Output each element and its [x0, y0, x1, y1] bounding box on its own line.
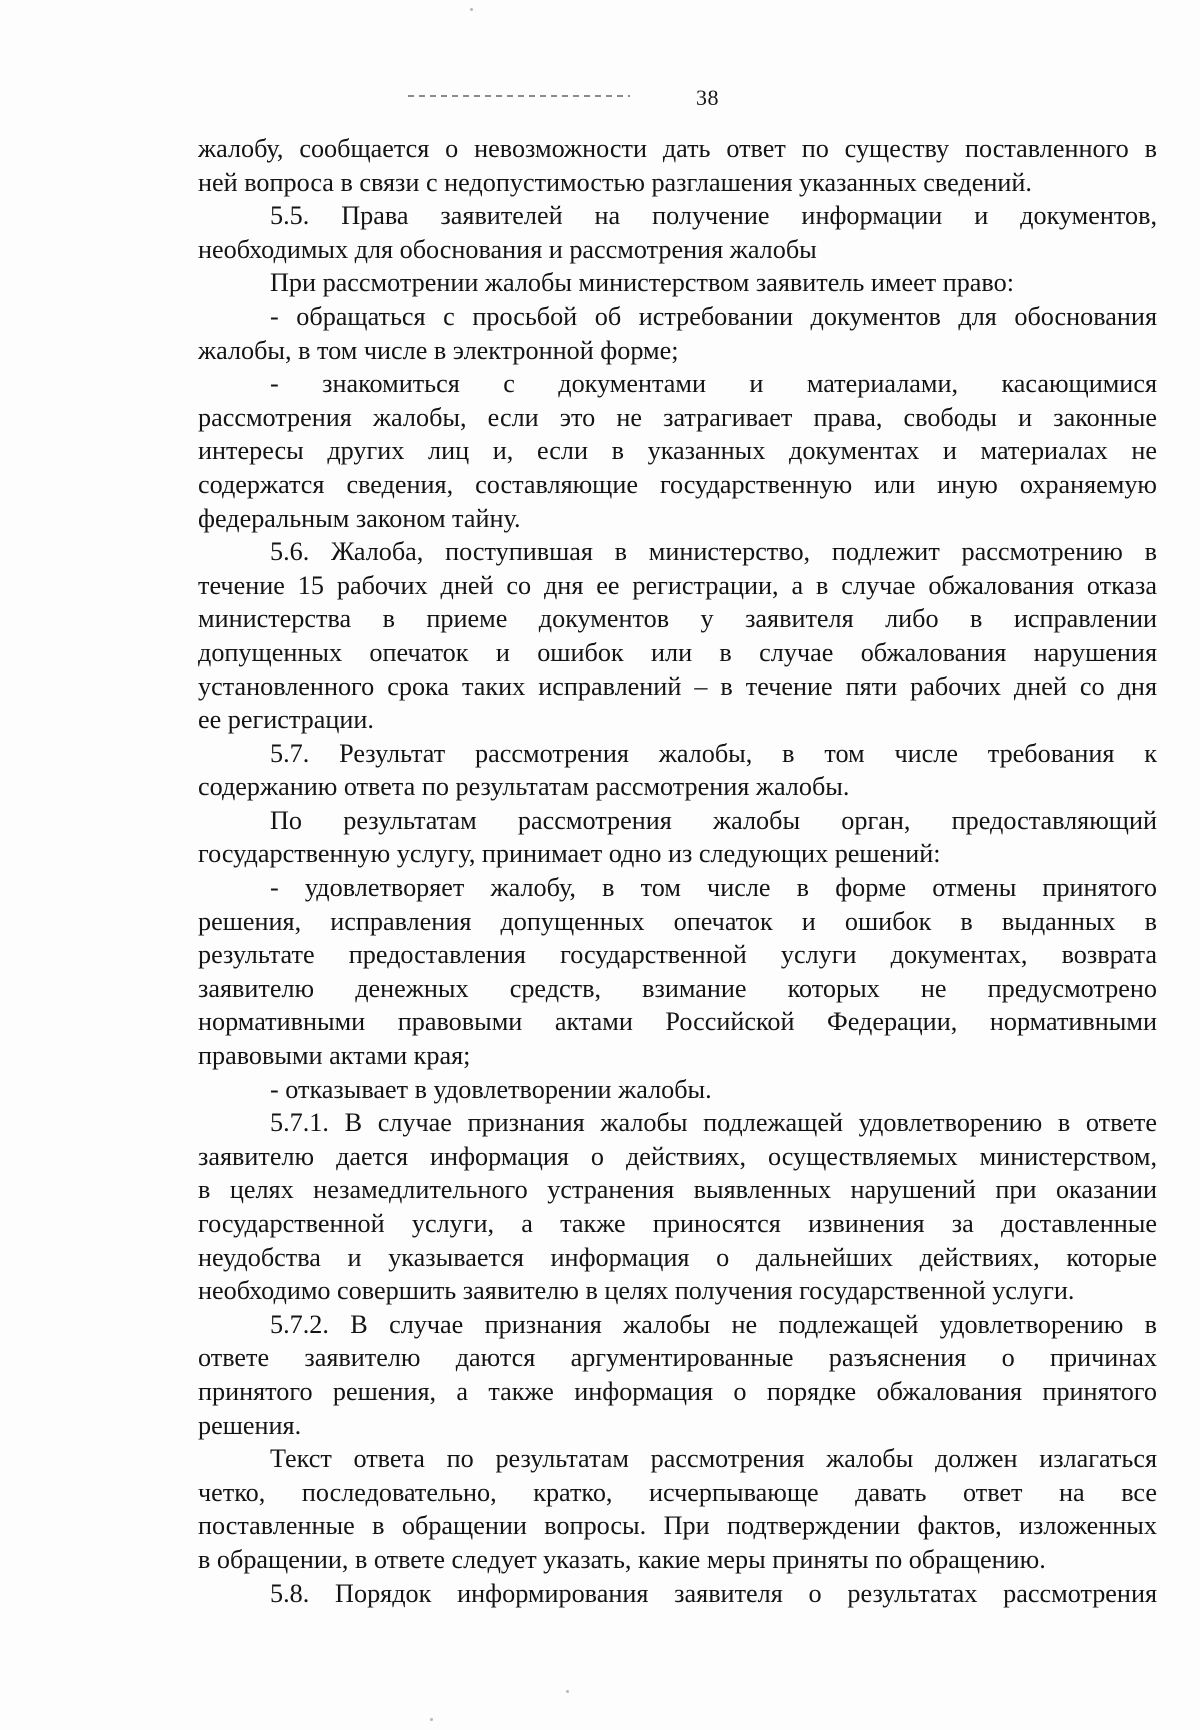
text-line: - обращаться с просьбой об истребовании документов для обоснования	[270, 301, 1157, 331]
text-line: заявителю дается информация о действиях, осуществляемых министерством,	[198, 1141, 1157, 1171]
text-line: - отказывает в удовлетворении жалобы.	[270, 1074, 712, 1104]
list-item-reject-complaint	[198, 1073, 1157, 1107]
text-line: неудобства и указывается информация о дальнейших действиях, которые	[198, 1242, 1157, 1272]
scan-speck	[470, 8, 473, 11]
text-line: 5.7.2. В случае признания жалобы не подлежащей удовлетворению в	[270, 1309, 1157, 1339]
text-line: принятого решения, а также информация о порядке обжалования принятого	[198, 1376, 1157, 1406]
document-body	[198, 132, 1157, 1610]
text-line: течение 15 рабочих дней со дня ее регистрации, а в случае обжалования отказа	[198, 570, 1157, 600]
text-line: государственную услугу, принимает одно из следующих решений:	[198, 839, 941, 869]
paragraph-5-7-2	[198, 1308, 1157, 1442]
text-line: результате предоставления государственной услуги документах, возврата	[198, 940, 1157, 970]
text-line: содержатся сведения, составляющие государственную или иную охраняемую	[198, 469, 1157, 499]
text-line: правовыми актами края;	[198, 1041, 471, 1071]
paragraph-5-8	[198, 1577, 1157, 1611]
scan-speck	[566, 1690, 569, 1693]
text-line: ее регистрации.	[198, 705, 374, 735]
paragraph-5-7	[198, 737, 1157, 804]
text-line: решения, исправления допущенных опечаток и ошибок в выданных в	[198, 906, 1157, 936]
text-line: жалобу, сообщается о невозможности дать ответ по существу поставленного в	[198, 134, 1157, 163]
text-line: допущенных опечаток и ошибок или в случае обжалования нарушения	[198, 637, 1157, 667]
text-line: По результатам рассмотрения жалобы орган, предоставляющий	[270, 805, 1157, 835]
text-line: в обращении, в ответе следует указать, какие меры приняты по обращению.	[198, 1544, 1046, 1574]
text-line: - удовлетворяет жалобу, в том числе в форме отмены принятого	[270, 873, 1157, 903]
paragraph-continuation	[198, 132, 1157, 199]
list-item-review-materials	[198, 367, 1157, 535]
text-line: 5.7. Результат рассмотрения жалобы, в том числе требования к	[270, 738, 1157, 768]
text-line: четко, последовательно, кратко, исчерпывающе давать ответ на все	[198, 1477, 1157, 1507]
text-line: содержанию ответа по результатам рассмотрения жалобы.	[198, 772, 850, 802]
text-line: ответе заявителю даются аргументированные разъяснения о причинах	[198, 1343, 1157, 1373]
text-line: министерства в приеме документов у заявителя либо в исправлении	[198, 604, 1157, 634]
text-line: необходимых для обоснования и рассмотрения жалобы	[198, 234, 817, 264]
text-line: решения.	[198, 1410, 302, 1440]
text-line: жалобы, в том числе в электронной форме;	[198, 335, 679, 365]
text-line: поставленные в обращении вопросы. При подтверждении фактов, изложенных	[198, 1511, 1157, 1541]
text-line: заявителю денежных средств, взимание которых не предусмотрено	[198, 973, 1157, 1003]
page-number: 38	[696, 85, 719, 110]
text-line: ней вопроса в связи с недопустимостью разглашения указанных сведений.	[198, 167, 1032, 197]
paragraph-rights-intro	[198, 266, 1157, 300]
text-line: 5.6. Жалоба, поступившая в министерство, подлежит рассмотрению в	[270, 537, 1157, 567]
text-line: государственной услуги, а также приносятся извинения за доставленные	[198, 1209, 1157, 1238]
scan-artifact-line	[408, 95, 630, 97]
text-line: нормативными правовыми актами Российской Федерации, нормативными	[198, 1007, 1157, 1037]
paragraph-5-6	[198, 535, 1157, 737]
paragraph-response-text	[198, 1442, 1157, 1576]
paragraph-decisions-intro	[198, 804, 1157, 871]
text-line: - знакомиться с документами и материалами, касающимися	[270, 369, 1157, 399]
text-line: 5.8. Порядок информирования заявителя о результатах рассмотрения	[270, 1578, 1157, 1608]
text-line: необходимо совершить заявителю в целях получения государственной услуги.	[198, 1276, 1075, 1306]
paragraph-5-5	[198, 199, 1157, 266]
text-line: 5.5. Права заявителей на получение информации и документов,	[270, 201, 1157, 231]
text-line: в целях незамедлительного устранения выявленных нарушений при оказании	[198, 1175, 1157, 1205]
list-item-satisfy-complaint	[198, 871, 1157, 1073]
text-line: установленного срока таких исправлений – в течение пяти рабочих дней со дня	[198, 671, 1157, 701]
text-line: федеральным законом тайну.	[198, 503, 521, 533]
text-line: 5.7.1. В случае признания жалобы подлежащей удовлетворению в ответе	[270, 1108, 1157, 1138]
text-line: Текст ответа по результатам рассмотрения жалобы должен излагаться	[270, 1444, 1157, 1474]
paragraph-5-7-1	[198, 1106, 1157, 1308]
text-line: интересы других лиц и, если в указанных документах и материалах не	[198, 436, 1157, 466]
text-line: рассмотрения жалобы, если это не затрагивает права, свободы и законные	[198, 402, 1157, 432]
list-item-request-documents	[198, 300, 1157, 367]
text-line: При рассмотрении жалобы министерством заявитель имеет право:	[270, 268, 1014, 298]
scan-speck	[430, 1718, 433, 1721]
